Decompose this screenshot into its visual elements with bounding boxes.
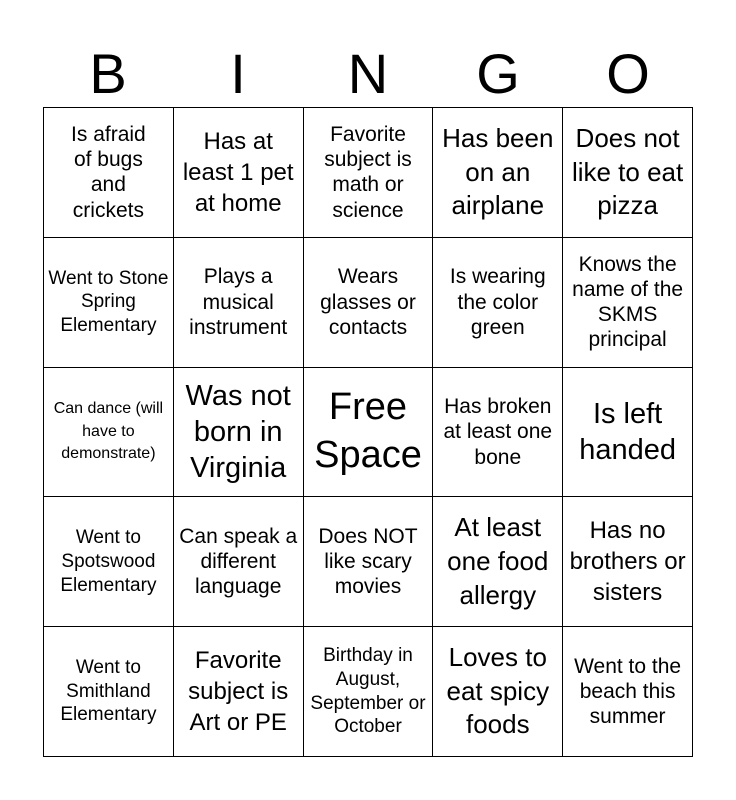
cell-text: Is wearing the color green [449,265,546,339]
cell-text: Can speak a different language [179,525,298,599]
bingo-cell[interactable] [44,368,174,498]
header-letter-o: O [606,42,650,105]
cell-text: Plays a musical instrument [189,265,288,339]
cell-text: Has been on an airplane [442,122,554,221]
bingo-cell[interactable] [304,497,434,627]
cell-text: Went to Smithland Elementary [60,656,157,726]
cell-text: Favorite subject is Art or PE [188,646,289,737]
bingo-cell[interactable] [174,627,304,757]
header-letter-g: G [476,42,520,105]
bingo-cell[interactable] [433,627,563,757]
cell-text: Knows the name of the SKMS principal [572,252,684,352]
cell-text: Wears glasses or contacts [320,265,416,339]
cell-text: Birthday in August, September or October [310,645,426,738]
cell-text: Has broken at least one bone [443,395,553,469]
cell-text: Loves to eat spicy foods [446,641,550,740]
bingo-cell[interactable] [44,497,174,627]
cell-text: Does NOT like scary movies [318,525,418,599]
bingo-cell[interactable] [304,108,434,238]
bingo-cell[interactable] [433,368,563,498]
cell-text: Went to Stone Spring Elementary [48,267,169,337]
bingo-cell[interactable] [174,497,304,627]
bingo-cell[interactable] [44,108,174,238]
cell-text: Has no brothers or sisters [569,517,686,607]
bingo-cell[interactable] [304,238,434,368]
bingo-cell[interactable] [563,627,693,757]
bingo-cell[interactable] [174,368,304,498]
bingo-cell[interactable] [563,238,693,368]
bingo-cell[interactable] [433,497,563,627]
cell-text: Has at least 1 pet at home [182,127,294,217]
bingo-cell[interactable] [433,238,563,368]
bingo-cell[interactable] [44,238,174,368]
bingo-cell-free-space[interactable] [304,368,434,498]
header-letter-n: N [347,42,389,105]
cell-text: Was not born in Virginia [185,379,291,485]
cell-text: Is left handed [579,397,676,466]
bingo-cell[interactable] [563,108,693,238]
cell-text: Favorite subject is math or science [324,123,412,222]
cell-text: Free Space [314,386,422,476]
header-letter-b: B [89,42,127,105]
cell-text: At least one food allergy [447,512,549,610]
bingo-cell[interactable] [174,108,304,238]
cell-text: Went to the beach this summer [574,654,682,729]
cell-text: Does not like to eat pizza [571,122,684,221]
cell-text: Went to Spotswood Elementary [60,527,157,596]
bingo-cell[interactable] [174,238,304,368]
bingo-header [43,40,693,108]
bingo-cell[interactable] [44,627,174,757]
bingo-cell[interactable] [563,497,693,627]
header-letter-i: I [230,42,246,105]
bingo-cell[interactable] [563,368,693,498]
bingo-cell[interactable] [433,108,563,238]
bingo-cell[interactable] [304,627,434,757]
bingo-grid [43,107,693,757]
cell-text: Can dance (will have to demonstrate) [53,400,164,463]
cell-text: Is afraid of bugs and crickets [71,123,146,222]
